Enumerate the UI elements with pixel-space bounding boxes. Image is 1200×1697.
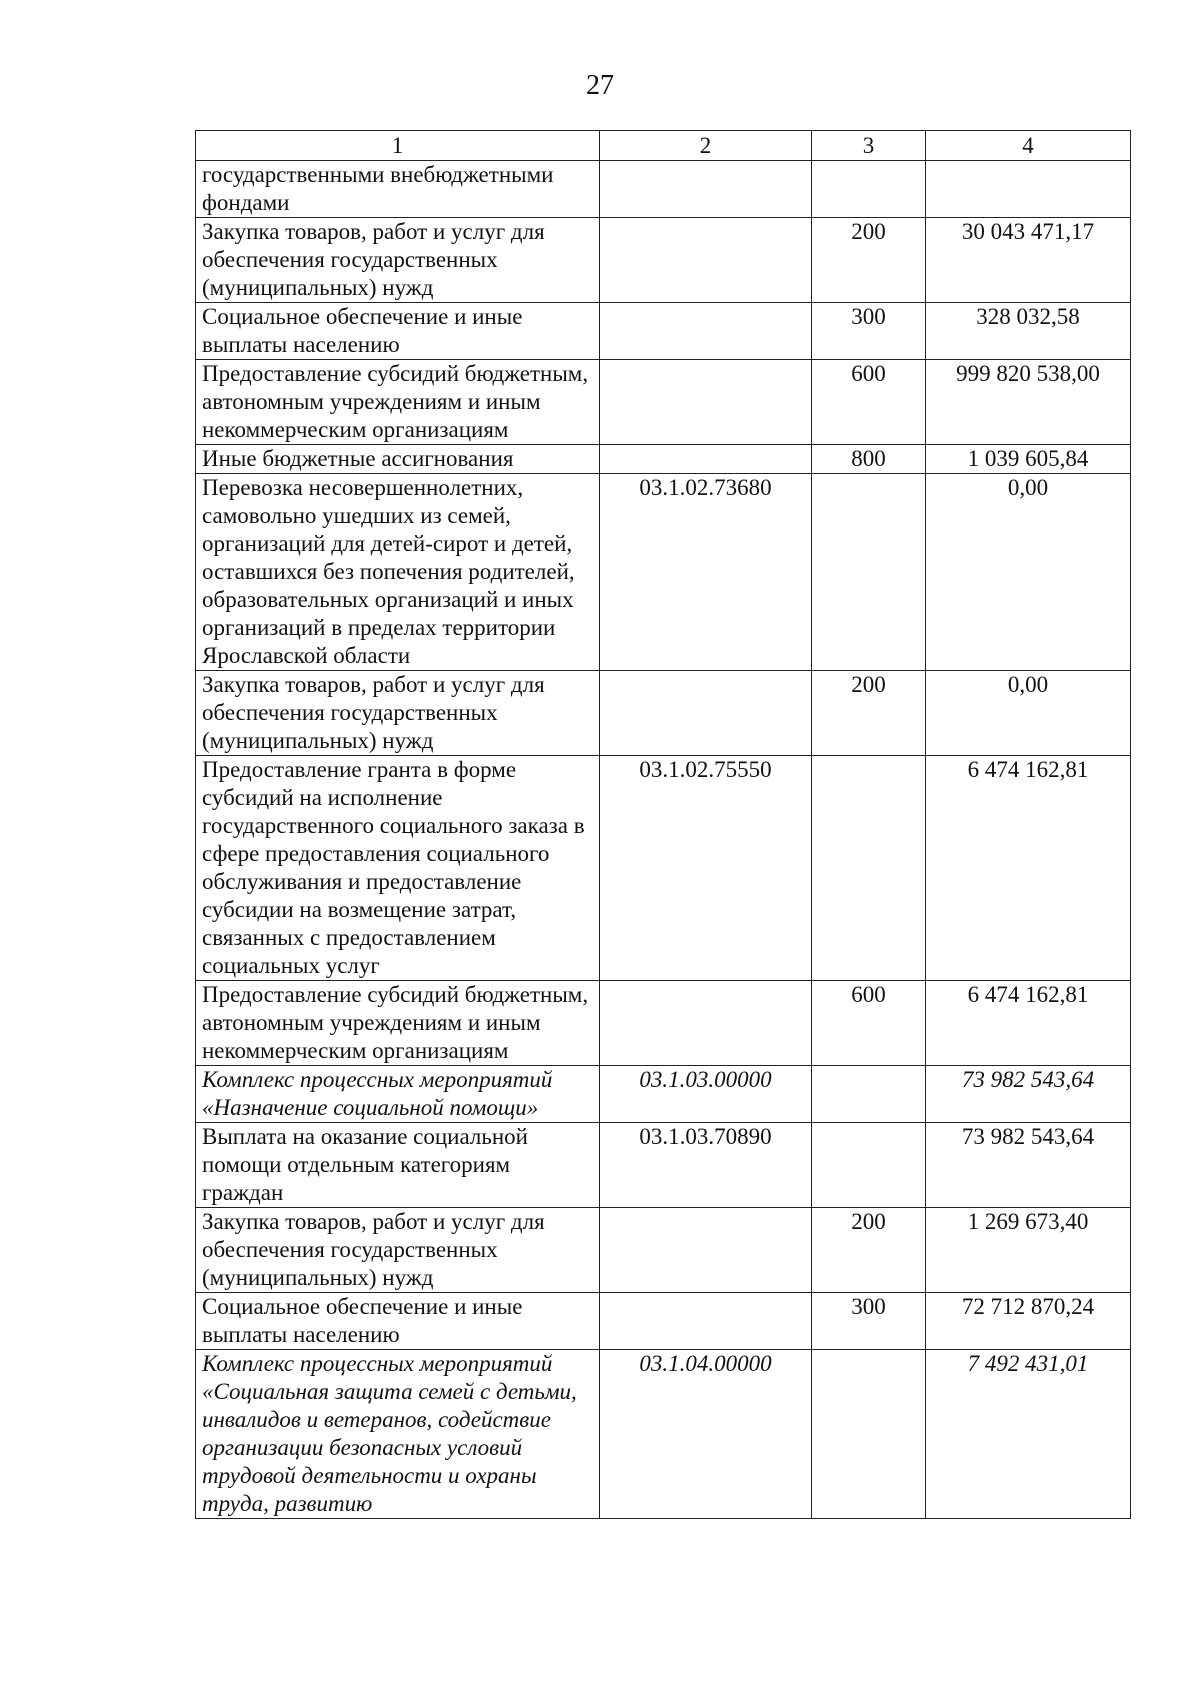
row-sum-cell: 72 712 870,24 <box>926 1293 1131 1350</box>
table-row <box>196 671 1131 756</box>
row-sum-cell: 7 492 431,01 <box>926 1350 1131 1519</box>
row-code-cell: 03.1.03.70890 <box>600 1123 812 1208</box>
row-code-cell <box>600 303 812 360</box>
row-name-cell: Закупка товаров, работ и услуг для обеспечения государственных (муниципальных) нужд <box>196 671 600 756</box>
row-name-cell: Перевозка несовершеннолетних, самовольно ушедших из семей, организаций для детей-сирот и детей, оставшихся без попечения родителей, образовательных организаций и иных организаций в пределах территории Ярославской области <box>196 474 600 671</box>
row-name-cell: Предоставление гранта в форме субсидий на исполнение государственного социального заказа в сфере предоставления социального обслуживания и предоставление субсидии на возмещение затрат, связанных с предоставлением социальных услуг <box>196 756 600 981</box>
row-type-cell <box>812 756 926 981</box>
table-row <box>196 360 1131 445</box>
row-type-cell <box>812 161 926 218</box>
row-code-cell <box>600 981 812 1066</box>
row-name-cell: Закупка товаров, работ и услуг для обеспечения государственных (муниципальных) нужд <box>196 1208 600 1293</box>
row-sum-cell: 999 820 538,00 <box>926 360 1131 445</box>
row-code-cell <box>600 671 812 756</box>
table-row <box>196 474 1131 671</box>
row-code-cell <box>600 360 812 445</box>
row-sum-cell: 30 043 471,17 <box>926 218 1131 303</box>
row-sum-cell <box>926 161 1131 218</box>
table-header-row <box>196 131 1131 161</box>
table-row <box>196 1123 1131 1208</box>
row-code-cell: 03.1.02.75550 <box>600 756 812 981</box>
row-sum-cell: 73 982 543,64 <box>926 1066 1131 1123</box>
table-row <box>196 1066 1131 1123</box>
row-code-cell <box>600 1208 812 1293</box>
table-row <box>196 445 1131 474</box>
row-type-cell: 800 <box>812 445 926 474</box>
row-code-cell <box>600 445 812 474</box>
row-name-cell: Закупка товаров, работ и услуг для обеспечения государственных (муниципальных) нужд <box>196 218 600 303</box>
row-name-cell: Социальное обеспечение и иные выплаты населению <box>196 303 600 360</box>
header-col-4: 4 <box>926 131 1131 161</box>
row-sum-cell: 6 474 162,81 <box>926 756 1131 981</box>
row-type-cell: 300 <box>812 303 926 360</box>
row-name-cell: Комплекс процессных мероприятий «Назначение социальной помощи» <box>196 1066 600 1123</box>
row-sum-cell: 73 982 543,64 <box>926 1123 1131 1208</box>
row-name-cell: Иные бюджетные ассигнования <box>196 445 600 474</box>
table-body <box>196 161 1131 1519</box>
row-type-cell: 200 <box>812 671 926 756</box>
row-sum-cell: 0,00 <box>926 474 1131 671</box>
header-col-1: 1 <box>196 131 600 161</box>
row-type-cell <box>812 1350 926 1519</box>
row-type-cell: 200 <box>812 1208 926 1293</box>
budget-table <box>195 130 1131 1519</box>
header-col-3: 3 <box>812 131 926 161</box>
table-row <box>196 1350 1131 1519</box>
row-sum-cell: 0,00 <box>926 671 1131 756</box>
table-row <box>196 218 1131 303</box>
row-code-cell: 03.1.02.73680 <box>600 474 812 671</box>
table-row <box>196 161 1131 218</box>
row-sum-cell: 328 032,58 <box>926 303 1131 360</box>
page-number: 27 <box>586 70 614 101</box>
row-type-cell: 600 <box>812 981 926 1066</box>
row-sum-cell: 1 039 605,84 <box>926 445 1131 474</box>
row-code-cell: 03.1.04.00000 <box>600 1350 812 1519</box>
row-name-cell: государственными внебюджетными фондами <box>196 161 600 218</box>
row-code-cell <box>600 218 812 303</box>
table-row <box>196 1208 1131 1293</box>
row-type-cell: 200 <box>812 218 926 303</box>
row-type-cell <box>812 1066 926 1123</box>
row-code-cell <box>600 161 812 218</box>
row-type-cell <box>812 474 926 671</box>
row-type-cell: 600 <box>812 360 926 445</box>
row-code-cell <box>600 1293 812 1350</box>
table-row <box>196 756 1131 981</box>
row-type-cell <box>812 1123 926 1208</box>
row-sum-cell: 1 269 673,40 <box>926 1208 1131 1293</box>
row-sum-cell: 6 474 162,81 <box>926 981 1131 1066</box>
row-name-cell: Предоставление субсидий бюджетным, автономным учреждениям и иным некоммерческим организациям <box>196 360 600 445</box>
table-row <box>196 981 1131 1066</box>
row-type-cell: 300 <box>812 1293 926 1350</box>
row-name-cell: Социальное обеспечение и иные выплаты населению <box>196 1293 600 1350</box>
row-code-cell: 03.1.03.00000 <box>600 1066 812 1123</box>
row-name-cell: Выплата на оказание социальной помощи отдельным категориям граждан <box>196 1123 600 1208</box>
header-col-2: 2 <box>600 131 812 161</box>
row-name-cell: Комплекс процессных мероприятий «Социальная защита семей с детьми, инвалидов и ветеранов, содействие организации безопасных условий трудовой деятельности и охраны труда, развитию <box>196 1350 600 1519</box>
row-name-cell: Предоставление субсидий бюджетным, автономным учреждениям и иным некоммерческим организациям <box>196 981 600 1066</box>
table-row <box>196 1293 1131 1350</box>
table-row <box>196 303 1131 360</box>
